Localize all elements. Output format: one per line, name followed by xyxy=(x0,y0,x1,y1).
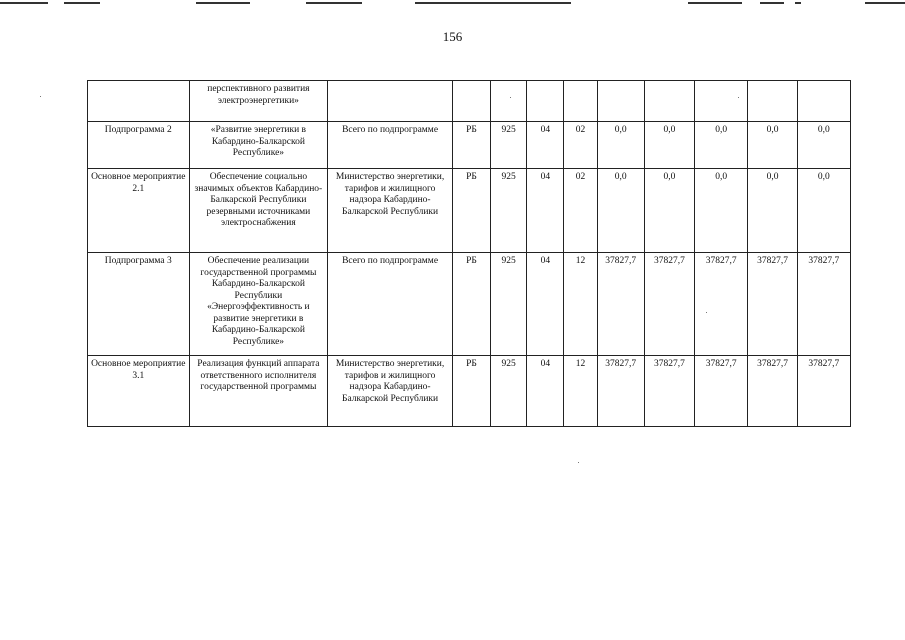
name-cell: Реализация функций аппарата ответственного исполнителя государственной программы xyxy=(189,356,328,427)
pr-cell: 02 xyxy=(564,169,597,253)
value-cell xyxy=(644,81,694,122)
scan-speck xyxy=(738,97,739,98)
value-cell: 0,0 xyxy=(748,122,797,169)
rz-cell xyxy=(527,81,564,122)
scan-speck xyxy=(40,96,41,97)
page-number: 156 xyxy=(442,29,463,44)
value-cell: 0,0 xyxy=(644,122,694,169)
top-edge-line xyxy=(760,2,784,4)
value-cell: 37827,7 xyxy=(695,253,748,356)
pr-cell: 12 xyxy=(564,356,597,427)
executor-cell: Всего по подпрограмме xyxy=(328,253,453,356)
grbs-cell xyxy=(491,81,527,122)
grbs-cell: 925 xyxy=(491,356,527,427)
top-edge-line xyxy=(795,2,801,4)
table-row xyxy=(88,253,851,356)
table-row xyxy=(88,122,851,169)
value-cell: 0,0 xyxy=(597,169,644,253)
value-cell: 37827,7 xyxy=(644,356,694,427)
grbs-cell: 925 xyxy=(491,122,527,169)
rz-cell: 04 xyxy=(527,356,564,427)
value-cell: 0,0 xyxy=(597,122,644,169)
value-cell: 0,0 xyxy=(644,169,694,253)
name-cell: «Развитие энергетики в Кабардино-Балкарской Республике» xyxy=(189,122,328,169)
grbs-cell: 925 xyxy=(491,169,527,253)
value-cell: 37827,7 xyxy=(797,253,850,356)
pr-cell: 02 xyxy=(564,122,597,169)
top-edge-line xyxy=(196,2,250,4)
name-cell: Обеспечение социально значимых объектов Кабардино-Балкарской Республики резервными источниками электроснабжения xyxy=(189,169,328,253)
budget-cell: РБ xyxy=(452,356,490,427)
budget-cell xyxy=(452,81,490,122)
scan-speck xyxy=(510,97,511,98)
value-cell: 0,0 xyxy=(695,122,748,169)
value-cell: 0,0 xyxy=(797,122,850,169)
value-cell: 37827,7 xyxy=(748,253,797,356)
program-cell: Основное мероприятие 3.1 xyxy=(88,356,190,427)
executor-cell: Министерство энергетики, тарифов и жилищного надзора Кабардино-Балкарской Республики xyxy=(328,169,453,253)
value-cell xyxy=(748,81,797,122)
table-row xyxy=(88,81,851,122)
scan-speck xyxy=(578,462,579,463)
executor-cell xyxy=(328,81,453,122)
program-cell: Подпрограмма 3 xyxy=(88,253,190,356)
rz-cell: 04 xyxy=(527,253,564,356)
value-cell: 37827,7 xyxy=(748,356,797,427)
top-edge-line xyxy=(415,2,571,4)
value-cell: 0,0 xyxy=(695,169,748,253)
pr-cell: 12 xyxy=(564,253,597,356)
top-edge-line xyxy=(306,2,362,4)
rz-cell: 04 xyxy=(527,169,564,253)
value-cell: 0,0 xyxy=(797,169,850,253)
value-cell xyxy=(597,81,644,122)
value-cell: 37827,7 xyxy=(644,253,694,356)
top-edge-line xyxy=(688,2,742,4)
value-cell: 37827,7 xyxy=(597,356,644,427)
budget-table xyxy=(87,80,851,427)
name-cell: Обеспечение реализации государственной программы Кабардино-Балкарской Республики «Энергоэффективность и развитие энергетики в Кабардино-Балкарской Республике» xyxy=(189,253,328,356)
table-row xyxy=(88,169,851,253)
scan-speck xyxy=(706,312,707,313)
program-cell xyxy=(88,81,190,122)
value-cell: 37827,7 xyxy=(597,253,644,356)
budget-cell: РБ xyxy=(452,253,490,356)
program-cell: Основное мероприятие 2.1 xyxy=(88,169,190,253)
value-cell: 0,0 xyxy=(748,169,797,253)
budget-cell: РБ xyxy=(452,122,490,169)
value-cell: 37827,7 xyxy=(695,356,748,427)
value-cell xyxy=(797,81,850,122)
table-row xyxy=(88,356,851,427)
value-cell xyxy=(695,81,748,122)
top-edge-line xyxy=(64,2,100,4)
executor-cell: Министерство энергетики, тарифов и жилищного надзора Кабардино-Балкарской Республики xyxy=(328,356,453,427)
top-edge-line xyxy=(0,2,48,4)
top-edge-line xyxy=(865,2,905,4)
grbs-cell: 925 xyxy=(491,253,527,356)
budget-cell: РБ xyxy=(452,169,490,253)
name-cell: перспективного развития электроэнергетики» xyxy=(189,81,328,122)
program-cell: Подпрограмма 2 xyxy=(88,122,190,169)
executor-cell: Всего по подпрограмме xyxy=(328,122,453,169)
pr-cell xyxy=(564,81,597,122)
value-cell: 37827,7 xyxy=(797,356,850,427)
rz-cell: 04 xyxy=(527,122,564,169)
